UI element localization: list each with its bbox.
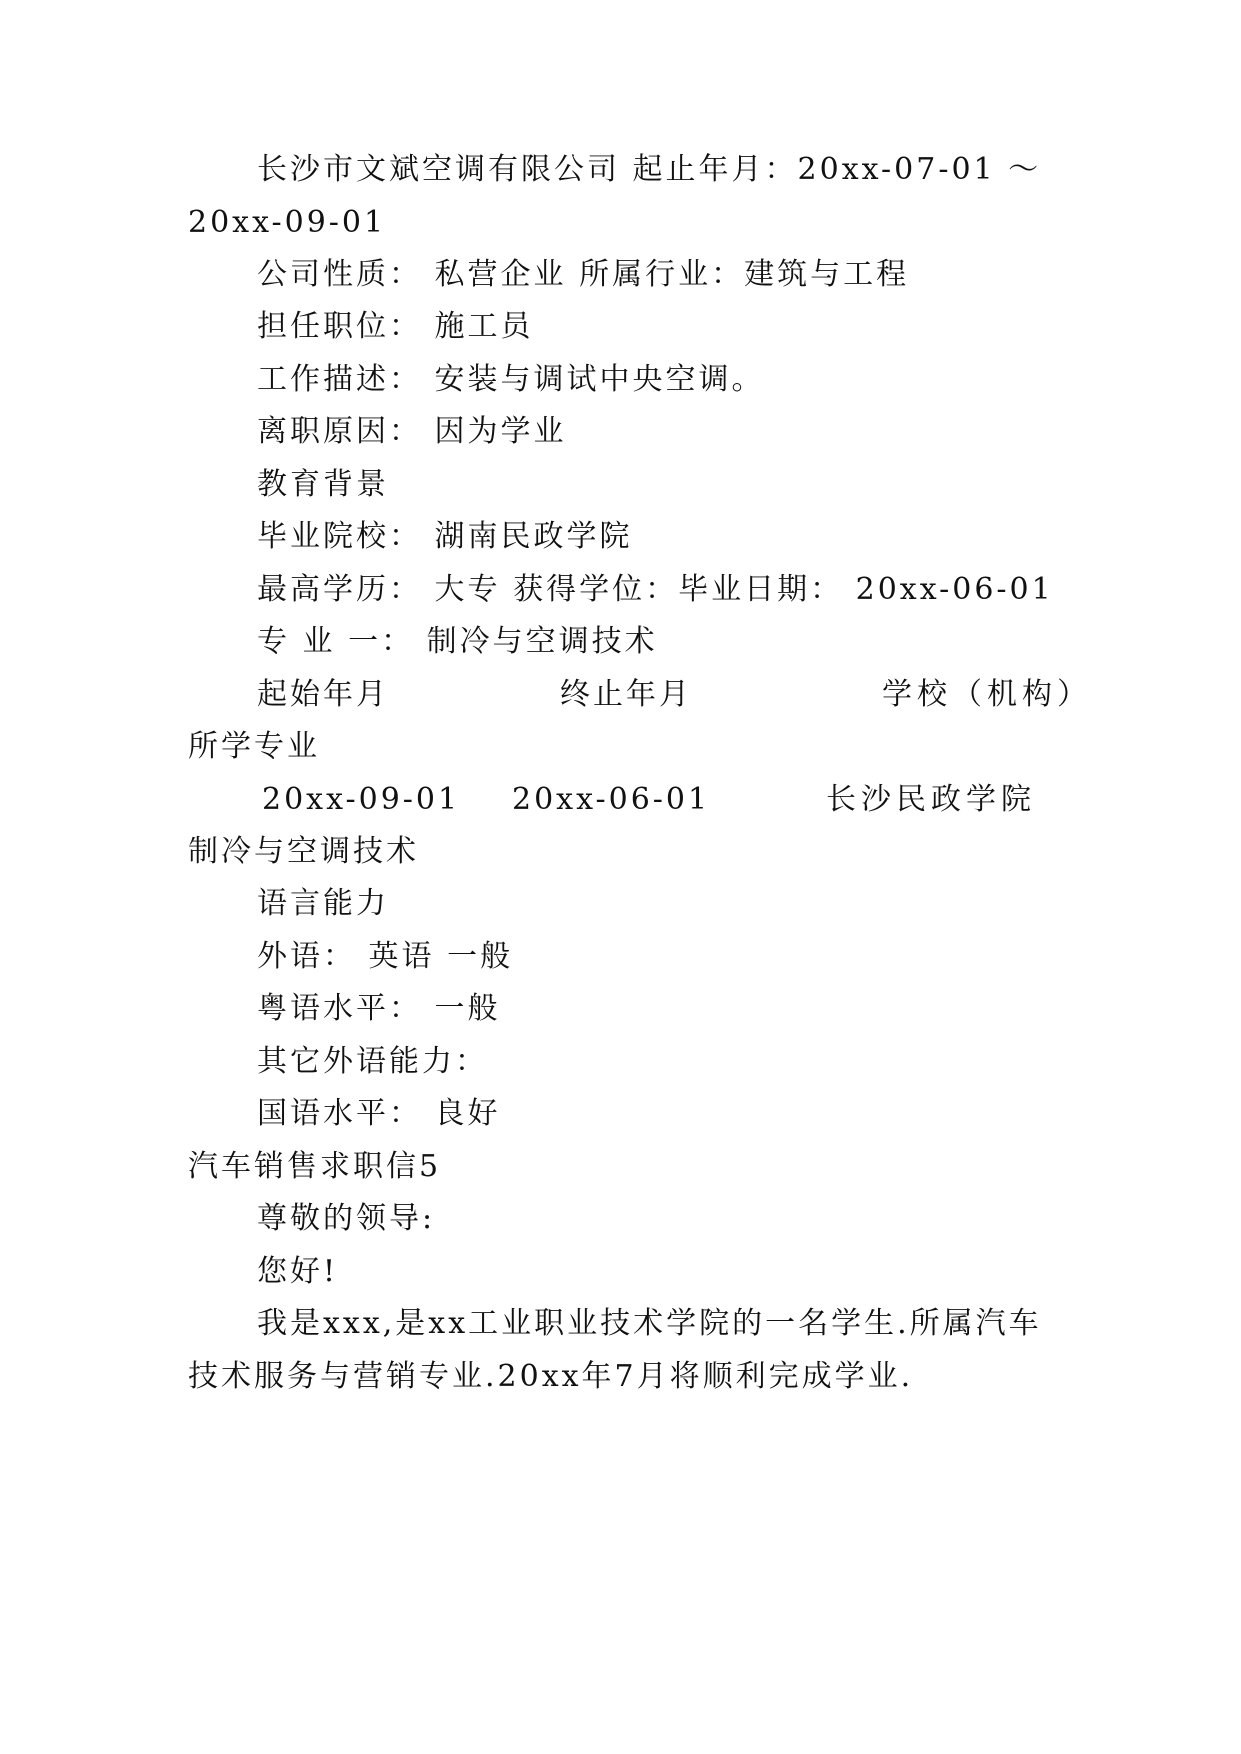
edu-row-start: 20xx-09-01	[262, 782, 461, 817]
major-line: 专 业 一： 制冷与空调技术	[257, 624, 658, 659]
letter-title: 汽车销售求职信5	[188, 1149, 442, 1184]
end-date-line: 20xx-09-01	[188, 205, 387, 240]
cantonese-line: 粤语水平： 一般	[257, 991, 501, 1026]
edu-header-start: 起始年月	[257, 677, 389, 712]
other-language-line: 其它外语能力：	[257, 1044, 488, 1079]
greeting: 您好!	[257, 1254, 339, 1289]
edu-header-end: 终止年月	[560, 677, 692, 712]
salutation: 尊敬的领导:	[257, 1201, 436, 1236]
foreign-language-line: 外语： 英语 一般	[257, 939, 514, 974]
body-line-2: 技术服务与营销专业.20xx年7月将顺利完成学业.	[188, 1359, 914, 1394]
edu-row-end: 20xx-06-01	[512, 782, 711, 817]
education-heading: 教育背景	[257, 467, 389, 502]
company-line: 长沙市文斌空调有限公司 起止年月：20xx-07-01 ～	[257, 152, 1042, 187]
language-heading: 语言能力	[257, 886, 389, 921]
position-line: 担任职位： 施工员	[257, 309, 534, 344]
mandarin-line: 国语水平： 良好	[257, 1096, 501, 1131]
graduate-school-line: 毕业院校： 湖南民政学院	[257, 519, 633, 554]
edu-header-school: 学校（机构）	[882, 677, 1092, 712]
edu-row-school: 长沙民政学院	[826, 782, 1036, 817]
body-line-1: 我是xxx,是xx工业职业技术学院的一名学生.所属汽车	[257, 1306, 1042, 1341]
company-nature-line: 公司性质： 私营企业 所属行业：建筑与工程	[257, 257, 910, 292]
job-description-line: 工作描述： 安装与调试中央空调。	[257, 362, 765, 397]
edu-row-major: 制冷与空调技术	[188, 834, 419, 869]
edu-header-major: 所学专业	[188, 729, 320, 764]
highest-degree-line: 最高学历： 大专 获得学位：毕业日期： 20xx-06-01	[257, 572, 1054, 607]
leave-reason-line: 离职原因： 因为学业	[257, 414, 567, 449]
